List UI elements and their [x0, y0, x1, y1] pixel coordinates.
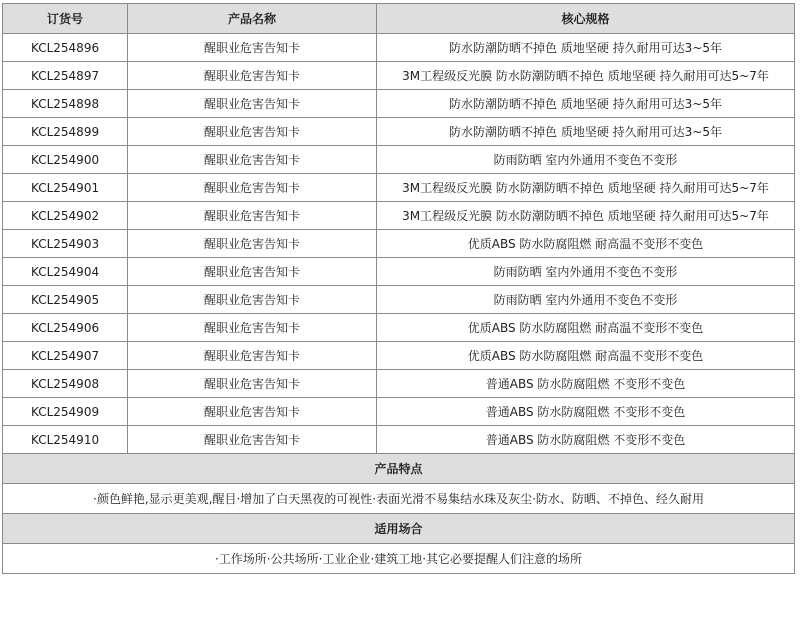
usage-title-row	[3, 514, 795, 544]
cell-spec: 优质ABS 防水防腐阻燃 耐高温不变形不变色	[377, 230, 795, 258]
cell-name: 醒职业危害告知卡	[128, 398, 377, 426]
table-row	[3, 146, 795, 174]
cell-code: KCL254908	[3, 370, 128, 398]
cell-name: 醒职业危害告知卡	[128, 230, 377, 258]
cell-name: 醒职业危害告知卡	[128, 146, 377, 174]
table-row	[3, 202, 795, 230]
cell-name: 醒职业危害告知卡	[128, 202, 377, 230]
cell-name: 醒职业危害告知卡	[128, 426, 377, 454]
table-row	[3, 118, 795, 146]
features-title-row	[3, 454, 795, 484]
cell-spec: 优质ABS 防水防腐阻燃 耐高温不变形不变色	[377, 342, 795, 370]
cell-name: 醒职业危害告知卡	[128, 342, 377, 370]
table-row	[3, 90, 795, 118]
product-table	[2, 3, 795, 574]
cell-spec: 防雨防晒 室内外通用不变色不变形	[377, 258, 795, 286]
cell-code: KCL254907	[3, 342, 128, 370]
cell-code: KCL254904	[3, 258, 128, 286]
usage-title: 适用场合	[3, 514, 795, 544]
cell-spec: 3M工程级反光膜 防水防潮防晒不掉色 质地坚硬 持久耐用可达5~7年	[377, 174, 795, 202]
cell-code: KCL254897	[3, 62, 128, 90]
table-row	[3, 370, 795, 398]
table-row	[3, 258, 795, 286]
cell-code: KCL254899	[3, 118, 128, 146]
cell-spec: 3M工程级反光膜 防水防潮防晒不掉色 质地坚硬 持久耐用可达5~7年	[377, 62, 795, 90]
usage-text-row	[3, 544, 795, 574]
table-header-row	[3, 4, 795, 34]
cell-name: 醒职业危害告知卡	[128, 286, 377, 314]
table-row	[3, 286, 795, 314]
cell-spec: 防水防潮防晒不掉色 质地坚硬 持久耐用可达3~5年	[377, 90, 795, 118]
cell-code: KCL254901	[3, 174, 128, 202]
cell-name: 醒职业危害告知卡	[128, 370, 377, 398]
cell-code: KCL254906	[3, 314, 128, 342]
cell-name: 醒职业危害告知卡	[128, 118, 377, 146]
table-row	[3, 398, 795, 426]
table-row	[3, 314, 795, 342]
cell-spec: 普通ABS 防水防腐阻燃 不变形不变色	[377, 398, 795, 426]
cell-name: 醒职业危害告知卡	[128, 314, 377, 342]
table-row	[3, 34, 795, 62]
cell-spec: 优质ABS 防水防腐阻燃 耐高温不变形不变色	[377, 314, 795, 342]
cell-name: 醒职业危害告知卡	[128, 258, 377, 286]
header-name: 产品名称	[128, 4, 377, 34]
cell-spec: 3M工程级反光膜 防水防潮防晒不掉色 质地坚硬 持久耐用可达5~7年	[377, 202, 795, 230]
table-row	[3, 62, 795, 90]
cell-spec: 普通ABS 防水防腐阻燃 不变形不变色	[377, 370, 795, 398]
cell-name: 醒职业危害告知卡	[128, 90, 377, 118]
table-row	[3, 174, 795, 202]
cell-spec: 防雨防晒 室内外通用不变色不变形	[377, 146, 795, 174]
usage-text: ·工作场所·公共场所·工业企业·建筑工地·其它必要提醒人们注意的场所	[3, 544, 795, 574]
table-row	[3, 426, 795, 454]
table-row	[3, 230, 795, 258]
cell-code: KCL254898	[3, 90, 128, 118]
features-text-row	[3, 484, 795, 514]
cell-code: KCL254909	[3, 398, 128, 426]
header-spec: 核心规格	[377, 4, 795, 34]
cell-code: KCL254903	[3, 230, 128, 258]
cell-code: KCL254896	[3, 34, 128, 62]
product-table-container	[2, 3, 794, 574]
features-text: ·颜色鲜艳,显示更美观,醒目·增加了白天黑夜的可视性·表面光滑不易集结水珠及灰尘·防水、防晒、不掉色、经久耐用	[3, 484, 795, 514]
features-title: 产品特点	[3, 454, 795, 484]
cell-spec: 防雨防晒 室内外通用不变色不变形	[377, 286, 795, 314]
cell-name: 醒职业危害告知卡	[128, 34, 377, 62]
cell-spec: 普通ABS 防水防腐阻燃 不变形不变色	[377, 426, 795, 454]
cell-code: KCL254902	[3, 202, 128, 230]
cell-code: KCL254910	[3, 426, 128, 454]
table-row	[3, 342, 795, 370]
header-code: 订货号	[3, 4, 128, 34]
cell-code: KCL254905	[3, 286, 128, 314]
cell-spec: 防水防潮防晒不掉色 质地坚硬 持久耐用可达3~5年	[377, 34, 795, 62]
cell-spec: 防水防潮防晒不掉色 质地坚硬 持久耐用可达3~5年	[377, 118, 795, 146]
cell-code: KCL254900	[3, 146, 128, 174]
cell-name: 醒职业危害告知卡	[128, 62, 377, 90]
cell-name: 醒职业危害告知卡	[128, 174, 377, 202]
